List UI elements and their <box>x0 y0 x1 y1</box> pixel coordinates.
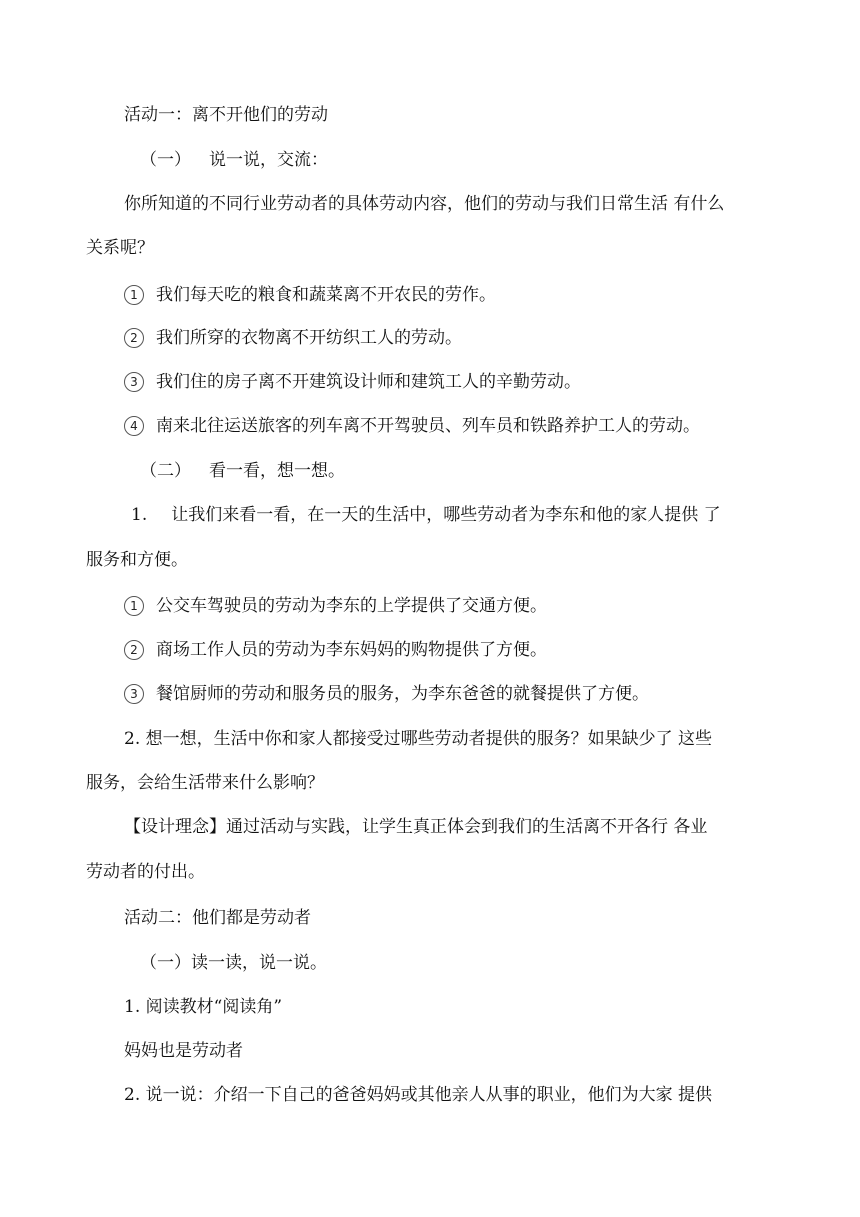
question1-number: 1. <box>131 505 148 525</box>
part1-heading-label: （一） <box>140 150 191 170</box>
list-item <box>124 594 547 618</box>
activity2-step1: 1. 阅读教材“阅读角” <box>124 997 283 1017</box>
circled-number: 2 <box>124 640 144 660</box>
list-item <box>124 414 700 438</box>
list-item-text: 商场工作人员的劳动为李东妈妈的购物提供了方便。 <box>156 640 547 660</box>
list-item <box>124 326 462 350</box>
circled-number: 4 <box>124 416 144 436</box>
circled-number: 3 <box>124 684 144 704</box>
list-item <box>124 283 496 307</box>
list-item-text: 公交车驾驶员的劳动为李东的上学提供了交通方便。 <box>156 596 547 616</box>
part1-heading <box>140 148 328 172</box>
circled-number: 3 <box>124 372 144 392</box>
list-item <box>124 638 547 662</box>
part2-question2-line2: 服务，会给生活带来什么影响？ <box>86 773 324 793</box>
part1-question-line2: 关系呢？ <box>86 238 154 258</box>
part1-question-line1: 你所知道的不同行业劳动者的具体劳动内容，他们的劳动与我们日常生活 有什么 <box>124 194 725 214</box>
design-concept-line1: 【设计理念】通过活动与实践，让学生真正体会到我们的生活离不开各行 各业 <box>124 817 708 837</box>
design-concept-line2: 劳动者的付出。 <box>86 862 205 882</box>
activity1-title: 活动一：离不开他们的劳动 <box>124 105 328 125</box>
part2-heading <box>140 459 345 483</box>
activity2-step2: 2. 说一说：介绍一下自己的爸爸妈妈或其他亲人从事的职业，他们为大家 提供 <box>124 1085 713 1105</box>
part1-heading-text: 说一说，交流： <box>209 150 328 170</box>
list-item-text: 我们所穿的衣物离不开纺织工人的劳动。 <box>156 328 462 348</box>
part2-heading-label: （二） <box>140 461 191 481</box>
list-item <box>124 370 581 394</box>
list-item-text: 餐馆厨师的劳动和服务员的服务，为李东爸爸的就餐提供了方便。 <box>156 684 649 704</box>
list-item-text: 我们每天吃的粮食和蔬菜离不开农民的劳作。 <box>156 285 496 305</box>
list-item-text: 南来北往运送旅客的列车离不开驾驶员、列车员和铁路养护工人的劳动。 <box>156 416 700 436</box>
circled-number: 2 <box>124 328 144 348</box>
part2-question1-line1 <box>131 503 721 527</box>
list-item <box>124 682 649 706</box>
list-item-text: 我们住的房子离不开建筑设计师和建筑工人的辛勤劳动。 <box>156 372 581 392</box>
part2-heading-text: 看一看，想一想。 <box>209 461 345 481</box>
circled-number: 1 <box>124 285 144 305</box>
activity2-part1-heading: （一）读一读，说一说。 <box>140 953 327 973</box>
question1-text: 让我们来看一看，在一天的生活中，哪些劳动者为李东和他的家人提供 了 <box>171 505 721 525</box>
activity2-title: 活动二：他们都是劳动者 <box>124 908 311 928</box>
part2-question1-line2: 服务和方便。 <box>86 550 188 570</box>
part2-question2-line1: 2. 想一想，生活中你和家人都接受过哪些劳动者提供的服务？如果缺少了 这些 <box>124 729 713 749</box>
circled-number: 1 <box>124 596 144 616</box>
reading-title: 妈妈也是劳动者 <box>124 1041 243 1061</box>
